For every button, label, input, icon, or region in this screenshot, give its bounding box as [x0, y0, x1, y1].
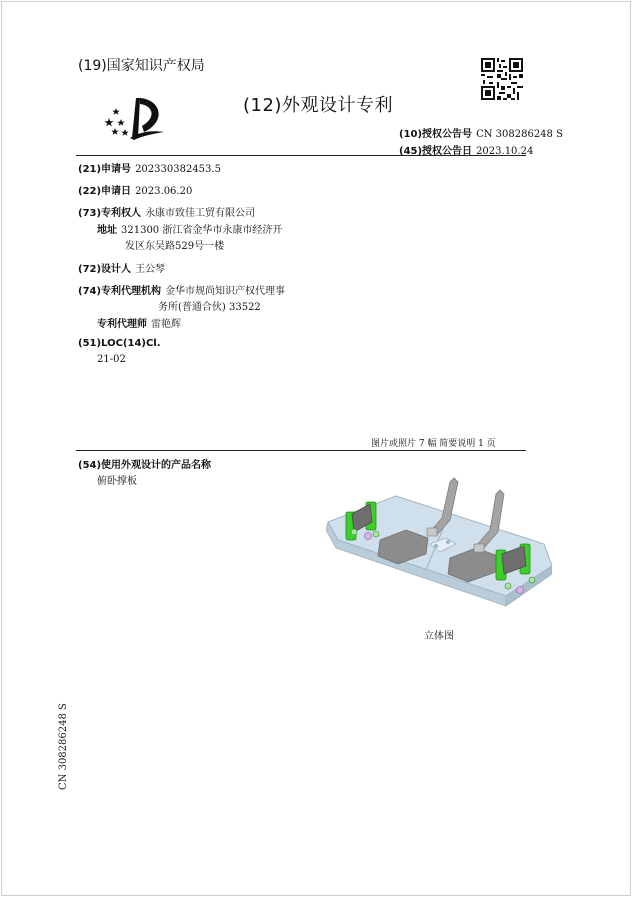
patent-agency-line-2: 务所(普通合伙) 33522: [158, 302, 261, 313]
patent-agency-label: (74)专利代理机构: [78, 286, 162, 297]
loc-classification-label: (51)LOC(14)Cl.: [78, 338, 161, 349]
address-label: 地址: [97, 225, 117, 236]
office-name: (19)国家知识产权局: [78, 58, 205, 74]
qr-code: [481, 58, 523, 100]
loc-classification-value: 21-02: [97, 354, 126, 365]
header-divider: [76, 155, 526, 156]
product-name-label: (54)使用外观设计的产品名称: [78, 460, 212, 471]
patent-agent-label: 专利代理师: [97, 319, 147, 330]
filing-date-value: 2023.06.20: [135, 186, 193, 197]
section-divider: [76, 450, 526, 451]
designer: [78, 260, 165, 275]
drawing-caption: 立体图: [424, 631, 454, 642]
patent-agent: [97, 315, 181, 330]
product-name-value: 俯卧撑板: [97, 476, 137, 487]
filing-date: [78, 182, 192, 197]
designer-label: (72)设计人: [78, 264, 132, 275]
photos-and-description-count: 图片或照片 7 幅 简要说明 1 页: [371, 439, 496, 449]
application-number-value: 202330382453.5: [135, 164, 221, 175]
push-up-board-drawing: [326, 470, 552, 616]
document-type-title: (12)外观设计专利: [243, 95, 393, 116]
patentee-label: (73)专利权人: [78, 208, 142, 219]
patent-agency: [78, 282, 285, 297]
address-line-1: 321300 浙江省金华市永康市经济开: [121, 225, 283, 236]
patent-agency-line-1: 金华市规尚知识产权代理事: [165, 286, 286, 297]
publication-number-label: (10)授权公告号: [399, 129, 473, 140]
side-publication-number: CN 308286248 S: [58, 703, 69, 790]
patentee: [78, 204, 255, 219]
filing-date-label: (22)申请日: [78, 186, 132, 197]
publication-date-label: (45)授权公告日: [399, 146, 473, 157]
publication-date-value: 2023.10.24: [476, 146, 534, 157]
patent-agent-value: 雷艳辉: [151, 319, 181, 330]
address-line-2: 发区东吴路529号一楼: [125, 241, 225, 252]
address: [97, 221, 282, 236]
loc-classification: [78, 338, 161, 349]
publication-number-value: CN 308286248 S: [476, 129, 563, 140]
product-name-heading: [78, 456, 211, 471]
application-number-label: (21)申请号: [78, 164, 132, 175]
designer-value: 王公琴: [135, 264, 166, 275]
application-number: [78, 160, 221, 175]
patentee-value: 永康市致佳工贸有限公司: [145, 208, 256, 219]
cnipa-emblem-icon: [104, 92, 168, 140]
publication-number: [399, 125, 563, 140]
